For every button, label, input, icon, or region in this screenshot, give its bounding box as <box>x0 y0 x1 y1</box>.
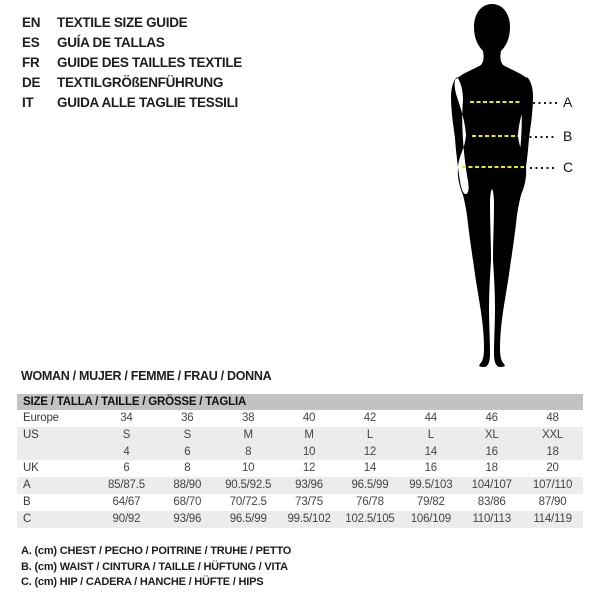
legend-line-waist: B. (cm) WAIST / CINTURA / TAILLE / HÜFTUNG / VITA <box>21 560 288 573</box>
measurement-figure <box>430 0 600 380</box>
table-cell: 76/78 <box>356 495 384 508</box>
table-cell: 18 <box>546 445 559 458</box>
table-cell: 83/86 <box>477 495 506 508</box>
table-cell: 8 <box>184 462 191 475</box>
table-cell: 93/96 <box>295 479 323 492</box>
table-cell: 6 <box>123 462 130 475</box>
table-cell: S <box>183 428 192 441</box>
table-row <box>17 427 583 444</box>
table-cell: 36 <box>181 412 194 424</box>
table-cell: XXL <box>541 428 564 441</box>
table-cell: 107/110 <box>532 479 573 492</box>
legend-line-hip: C. (cm) HIP / CADERA / HANCHE / HÜFTE / HIPS <box>21 576 264 588</box>
size-table-body <box>17 410 583 528</box>
table-row-label <box>17 444 96 461</box>
table-row-label: A <box>23 479 31 492</box>
gender-heading: WOMAN / MUJER / FEMME / FRAU / DONNA <box>21 369 272 383</box>
table-cell: 96.5/99 <box>351 479 389 492</box>
language-code: IT <box>22 95 34 110</box>
table-row <box>17 410 583 427</box>
table-cell: 44 <box>424 412 438 424</box>
language-label: TEXTILGRÖßENFÜHRUNG <box>57 75 224 90</box>
table-cell: 102.5/105 <box>345 512 395 525</box>
table-cell: 90.5/92.5 <box>225 479 272 492</box>
legend-line-chest: A. (cm) CHEST / PECHO / POITRINE / TRUHE / PETTO <box>21 545 292 557</box>
table-cell: 87/90 <box>538 495 567 508</box>
table-cell: 48 <box>546 412 559 424</box>
table-row-label: UK <box>23 462 39 475</box>
table-cell: M <box>304 428 314 441</box>
table-row-label: Europe <box>23 412 59 424</box>
table-cell: L <box>427 428 434 441</box>
table-cell: 88/90 <box>173 479 202 492</box>
table-cell: 106/109 <box>410 512 451 525</box>
language-label: TEXTILE SIZE GUIDE <box>57 15 188 30</box>
table-cell: 99.5/102 <box>287 512 331 525</box>
table-cell: L <box>366 428 374 441</box>
language-row <box>22 73 242 93</box>
table-cell: 73/75 <box>295 495 323 508</box>
table-cell: 70/72.5 <box>229 495 267 508</box>
language-row <box>22 33 242 53</box>
language-code: ES <box>22 35 40 50</box>
table-cell: 38 <box>241 412 255 424</box>
table-cell: 93/96 <box>173 512 202 525</box>
size-table <box>17 394 583 528</box>
table-cell: 40 <box>302 412 316 424</box>
table-row <box>17 494 583 511</box>
language-row <box>22 53 242 73</box>
woman-silhouette-figure <box>430 0 600 380</box>
table-cell: 10 <box>302 445 316 458</box>
table-cell: 114/119 <box>533 512 572 525</box>
table-cell: 99.5/103 <box>409 479 453 492</box>
language-code: DE <box>22 75 41 90</box>
waist-label: B <box>563 128 573 144</box>
table-cell: 8 <box>245 445 252 458</box>
language-row <box>22 13 242 33</box>
table-row <box>17 477 583 494</box>
table-row-label: B <box>23 495 31 508</box>
language-label: GUÍA DE TALLAS <box>57 35 165 50</box>
table-cell: 42 <box>363 412 377 424</box>
language-label: GUIDE DES TAILLES TEXTILE <box>57 55 243 70</box>
table-cell: 96.5/99 <box>229 512 267 525</box>
table-row <box>17 511 583 528</box>
table-cell: 64/67 <box>112 495 141 508</box>
table-cell: 14 <box>363 462 377 475</box>
table-cell: 12 <box>363 445 377 458</box>
table-cell: 20 <box>546 462 559 475</box>
woman-silhouette <box>451 4 533 367</box>
measurement-legend <box>21 544 291 591</box>
table-cell: 90/92 <box>112 512 141 525</box>
table-cell: 10 <box>241 462 255 475</box>
table-cell: 104/107 <box>471 479 512 492</box>
language-code: EN <box>22 15 41 30</box>
table-cell: XL <box>484 428 499 441</box>
table-cell: S <box>122 428 131 441</box>
table-row-label: C <box>23 512 32 525</box>
hip-label: C <box>563 159 574 175</box>
table-row <box>17 444 583 461</box>
table-cell: M <box>243 428 253 441</box>
table-cell: 110/113 <box>472 512 511 525</box>
table-cell: 16 <box>485 445 498 458</box>
table-cell: 34 <box>120 412 133 424</box>
language-code: FR <box>22 55 40 70</box>
language-list <box>22 13 242 113</box>
language-row <box>22 93 242 113</box>
table-row <box>17 460 583 477</box>
language-label: GUIDA ALLE TAGLIE TESSILI <box>57 95 238 110</box>
table-cell: 79/82 <box>416 495 445 508</box>
chest-label: A <box>563 94 573 110</box>
table-cell: 6 <box>184 445 191 458</box>
table-cell: 68/70 <box>173 495 202 508</box>
table-cell: 46 <box>485 412 498 424</box>
table-cell: 18 <box>485 462 498 475</box>
size-table-header: SIZE / TALLA / TAILLE / GRÖSSE / TAGLIA <box>17 394 583 410</box>
table-row-label: US <box>23 428 39 441</box>
table-cell: 85/87.5 <box>107 479 145 492</box>
table-cell: 16 <box>424 462 438 475</box>
table-cell: 4 <box>123 445 130 458</box>
table-cell: 14 <box>424 445 438 458</box>
table-cell: 12 <box>302 462 316 475</box>
